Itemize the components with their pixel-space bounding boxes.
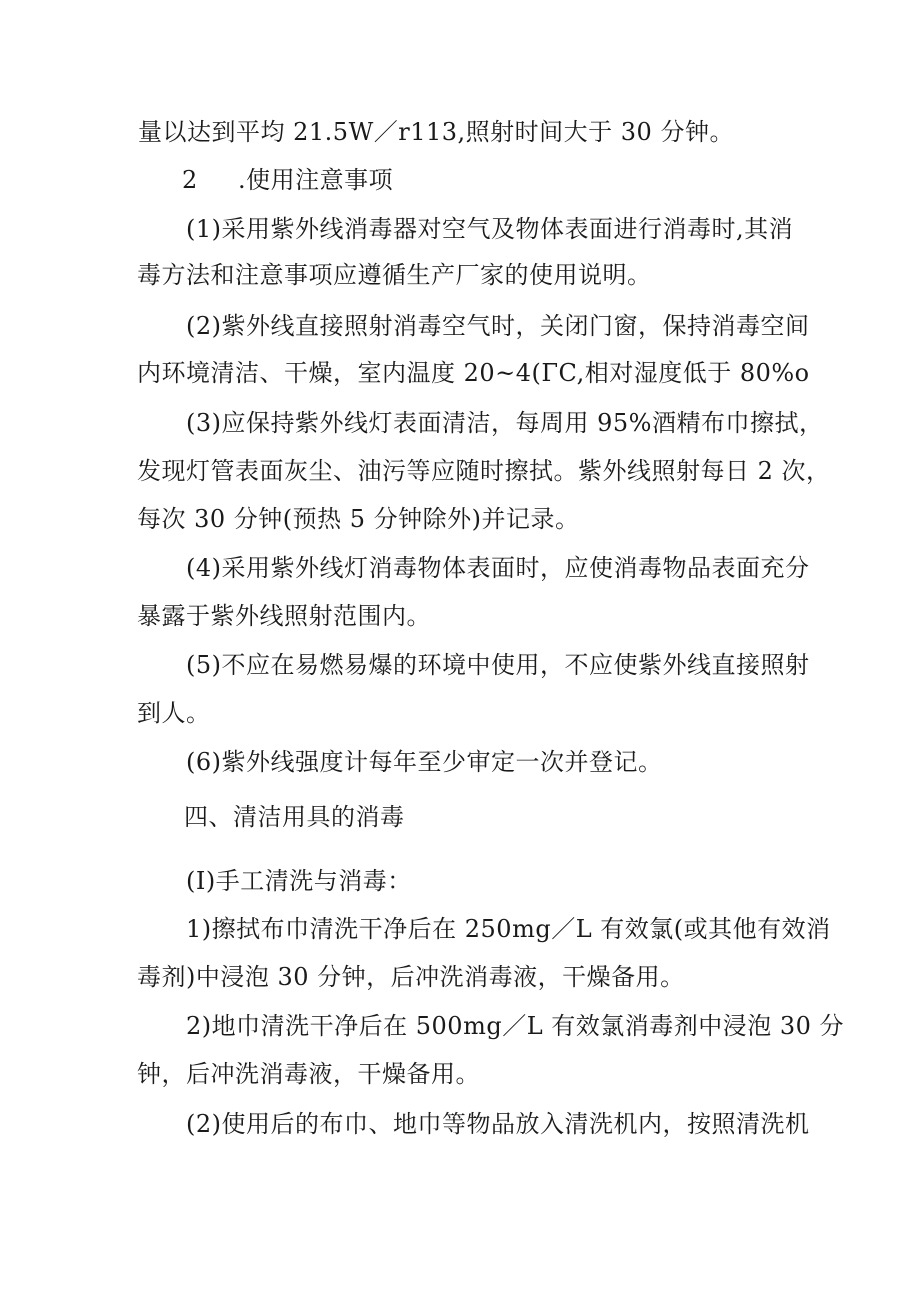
section-heading-cleaning-tools: 四、清洁用具的消毒 xyxy=(184,803,405,831)
text-line: 1)擦拭布巾清洗干净后在 250mg／L 有效氯(或其他有效消 xyxy=(186,915,831,943)
text-line: (I)手工清洗与消毒： xyxy=(186,867,412,895)
text-line: 暴露于紫外线照射范围内。 xyxy=(137,602,431,630)
text-line: 发现灯管表面灰尘、油污等应随时擦拭。紫外线照射每日 2 次， xyxy=(137,457,831,485)
text-line: 毒方法和注意事项应遵循生产厂家的使用说明。 xyxy=(137,261,652,289)
text-line: 量以达到平均 21.5W／r113,照射时间大于 30 分钟。 xyxy=(138,118,734,146)
section-heading-usage-notes xyxy=(0,164,920,196)
text-line: (1)采用紫外线消毒器对空气及物体表面进行消毒时,其消 xyxy=(186,215,794,243)
section-title: .使用注意事项 xyxy=(238,166,394,194)
text-line: (5)不应在易燃易爆的环境中使用，不应使紫外线直接照射 xyxy=(186,651,810,679)
text-line: 每次 30 分钟(预热 5 分钟除外)并记录。 xyxy=(137,505,580,533)
text-line: 到人。 xyxy=(137,699,211,727)
text-line: (6)紫外线强度计每年至少审定一次并登记。 xyxy=(186,748,663,776)
text-line: (2)紫外线直接照射消毒空气时，关闭门窗，保持消毒空间 xyxy=(186,312,810,340)
text-line: 钟，后冲洗消毒液，干燥备用。 xyxy=(137,1060,480,1088)
section-number: 2 xyxy=(182,166,198,194)
text-line: 2)地巾清洗干净后在 500mg／L 有效氯消毒剂中浸泡 30 分 xyxy=(186,1012,845,1040)
text-line: (2)使用后的布巾、地巾等物品放入清洗机内，按照清洗机 xyxy=(186,1110,810,1138)
text-line: (4)采用紫外线灯消毒物体表面时，应使消毒物品表面充分 xyxy=(186,554,810,582)
text-line: 内环境清洁、干燥，室内温度 20~4(ΓC,相对湿度低于 80%o xyxy=(137,359,810,387)
text-line: 毒剂)中浸泡 30 分钟，后冲洗消毒液，干燥备用。 xyxy=(137,963,685,991)
text-line: (3)应保持紫外线灯表面清洁，每周用 95%酒精布巾擦拭， xyxy=(186,409,824,437)
